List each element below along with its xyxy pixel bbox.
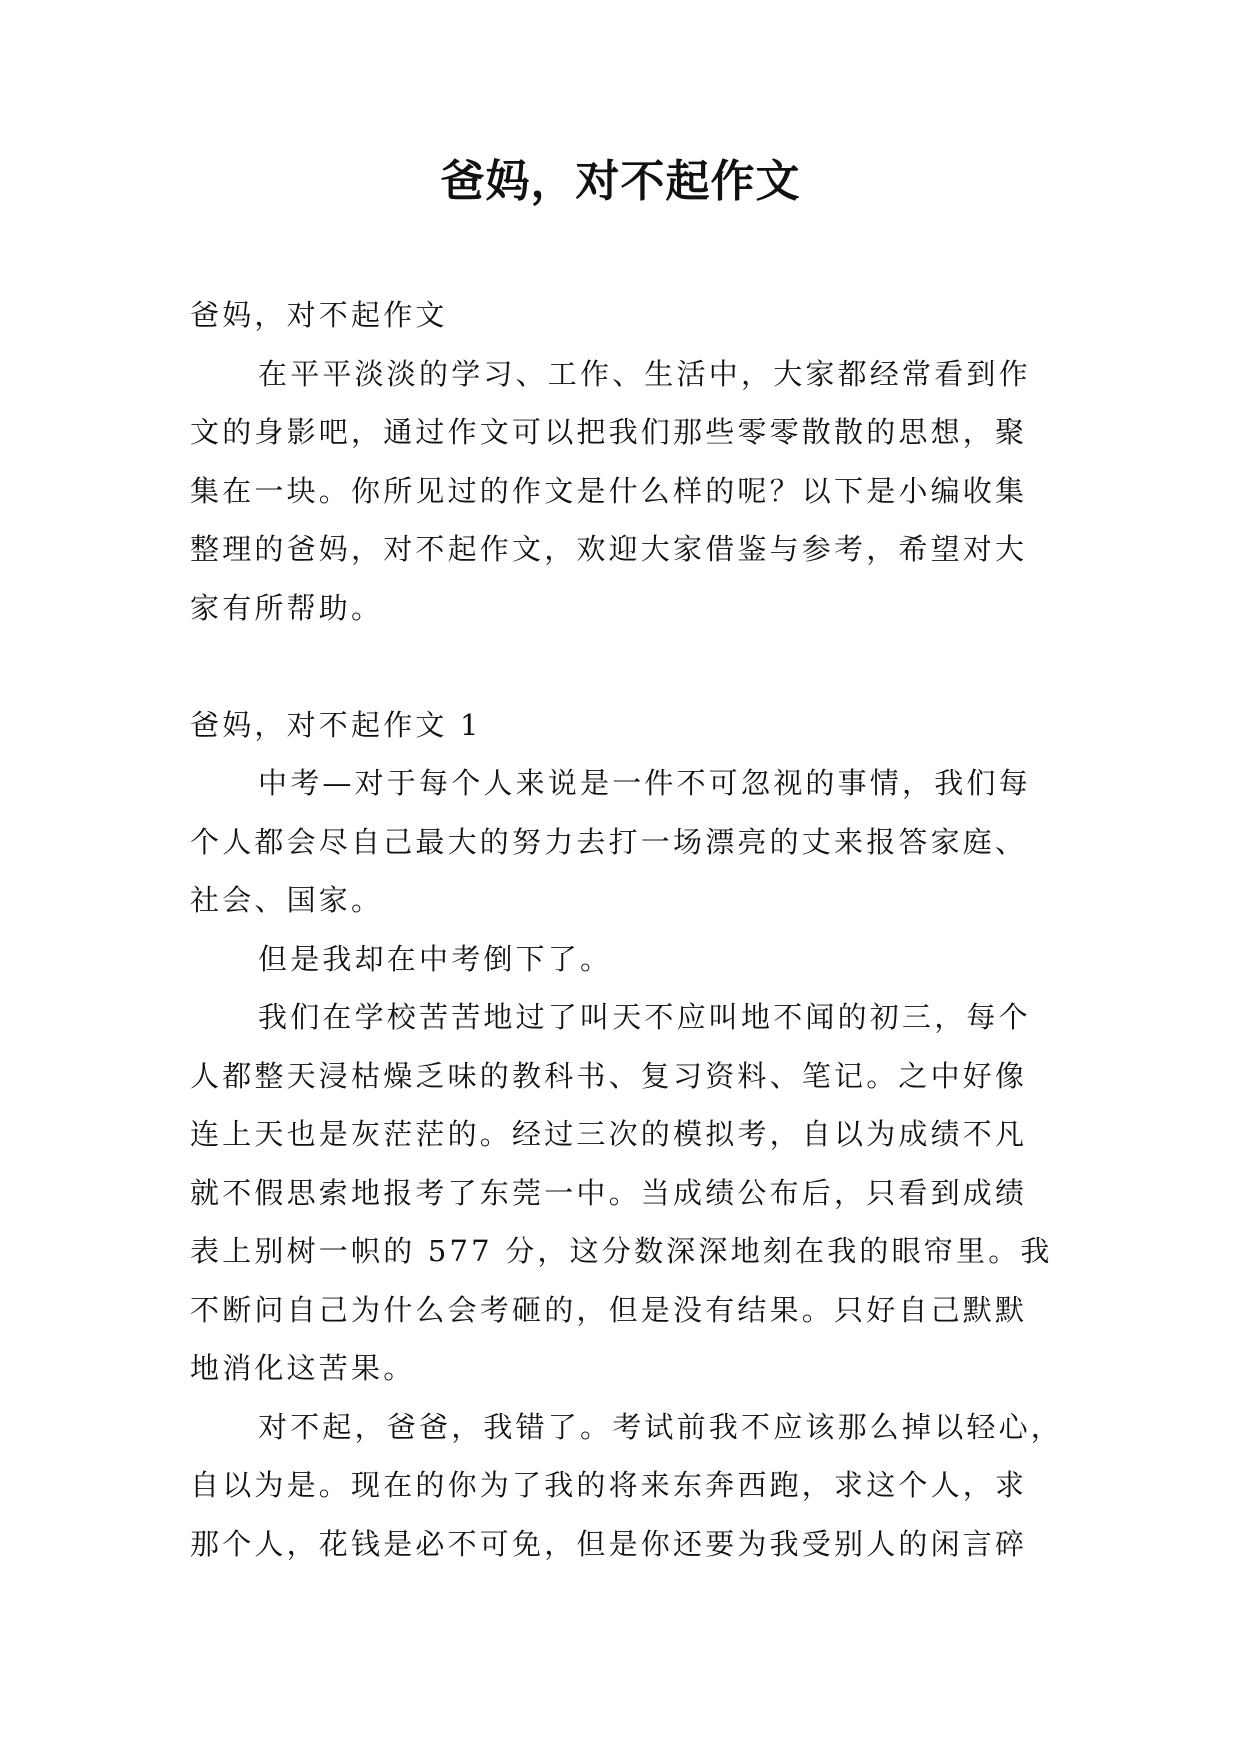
text-line: 人都整天浸枯燥乏味的教科书、复习资料、笔记。之中好像	[190, 1058, 1028, 1093]
text-line: 个人都会尽自己最大的努力去打一场漂亮的丈来报答家庭、	[190, 824, 1028, 859]
text-line: 那个人，花钱是必不可免，但是你还要为我受别人的闲言碎	[190, 1526, 1028, 1561]
document-title: 爸妈，对不起作文	[440, 156, 801, 207]
document-body	[190, 286, 1064, 1573]
text-line: 集在一块。你所见过的作文是什么样的呢？以下是小编收集	[190, 473, 1028, 508]
text-line: 家有所帮助。	[190, 590, 384, 625]
text-line: 不断问自己为什么会考砸的，但是没有结果。只好自己默默	[190, 1292, 1028, 1327]
text-line: 就不假思索地报考了东莞一中。当成绩公布后，只看到成绩	[190, 1175, 1028, 1210]
paragraph-gap	[190, 637, 1060, 696]
text-line: 但是我却在中考倒下了。	[258, 941, 613, 976]
text-line: 对不起，爸爸，我错了。考试前我不应该那么掉以轻心，	[258, 1409, 1064, 1444]
text-line: 在平平淡淡的学习、工作、生活中，大家都经常看到作	[258, 356, 1031, 391]
text-line: 自以为是。现在的你为了我的将来东奔西跑，求这个人，求	[190, 1468, 1028, 1502]
text-line: 中考—对于每个人来说是一件不可忽视的事情，我们每	[258, 766, 1031, 800]
text-line: 整理的爸妈，对不起作文，欢迎大家借鉴与参考，希望对大	[190, 532, 1028, 566]
text-line: 我们在学校苦苦地过了叫天不应叫地不闻的初三，每个	[258, 1000, 1031, 1034]
text-line: 爸妈，对不起作文 1	[190, 707, 482, 742]
text-line: 连上天也是灰茫茫的。经过三次的模拟考，自以为成绩不凡	[190, 1117, 1028, 1151]
text-line: 文的身影吧，通过作文可以把我们那些零零散散的思想，聚	[190, 415, 1028, 449]
text-line: 表上别树一帜的 577 分，这分数深深地刻在我的眼帘里。我	[190, 1234, 1053, 1268]
text-line: 社会、国家。	[190, 883, 384, 917]
text-line: 地消化这苦果。	[190, 1351, 416, 1385]
text-line: 爸妈，对不起作文	[190, 298, 448, 332]
